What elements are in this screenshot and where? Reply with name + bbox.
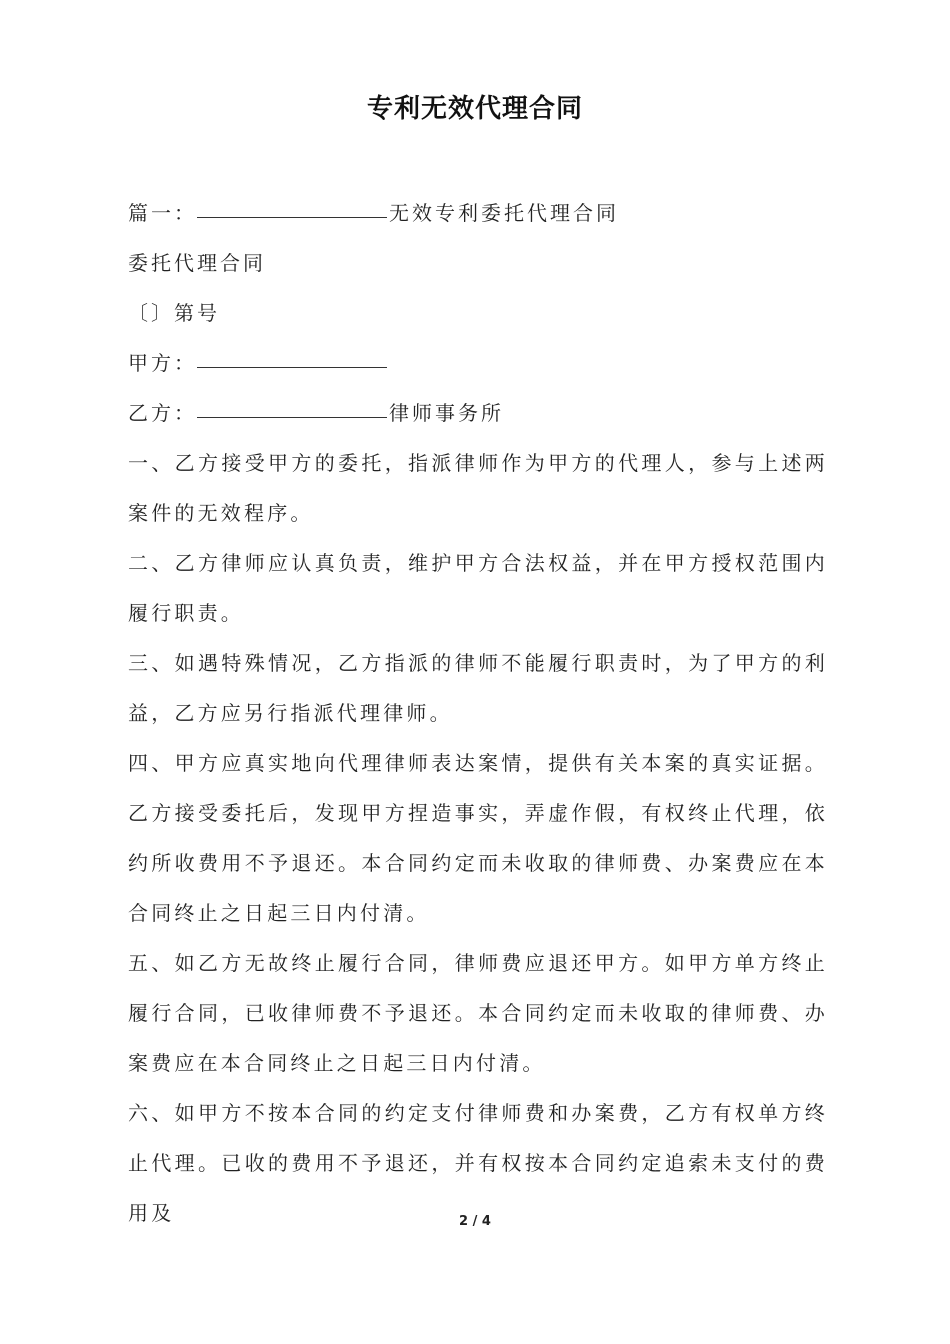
clause-4: 四、甲方应真实地向代理律师表达案情，提供有关本案的真实证据。乙方接受委托后，发现甲方捏造事实，弄虚作假，有权终止代理，依约所收费用不予退还。本合同约定而未收取的律师费、办案费应在本合同终止之日起三日内付清。 [128,751,828,925]
chapter-label: 篇一： [128,201,197,225]
clause-6: 六、如甲方不按本合同的约定支付律师费和办案费，乙方有权单方终止代理。已收的费用不予退还，并有权按本合同约定追索未支付的费用及 [128,1101,828,1225]
chapter-suffix: 无效专利委托代理合同 [389,201,619,225]
chapter-line [128,188,828,238]
party-a-line [128,338,828,388]
page-number: 2 / 4 [459,1214,491,1229]
document-body [128,188,828,1238]
party-a-label: 甲方： [128,351,197,375]
clause-1: 一、乙方接受甲方的委托，指派律师作为甲方的代理人，参与上述两案件的无效程序。 [128,451,828,525]
party-b-suffix: 律师事务所 [389,401,504,425]
blank-underline [197,416,387,418]
contract-number-line: 〔〕第号 [128,301,220,325]
party-b-label: 乙方： [128,401,197,425]
blank-underline [197,216,387,218]
blank-underline [197,366,387,368]
party-b-line [128,388,828,438]
contract-subtitle: 委托代理合同 [128,251,266,275]
clause-2: 二、乙方律师应认真负责，维护甲方合法权益，并在甲方授权范围内履行职责。 [128,551,828,625]
clause-3: 三、如遇特殊情况，乙方指派的律师不能履行职责时，为了甲方的利益，乙方应另行指派代理律师。 [128,651,828,725]
document-title: 专利无效代理合同 [366,94,583,124]
clause-5: 五、如乙方无故终止履行合同，律师费应退还甲方。如甲方单方终止履行合同，已收律师费不予退还。本合同约定而未收取的律师费、办案费应在本合同终止之日起三日内付清。 [128,951,828,1075]
